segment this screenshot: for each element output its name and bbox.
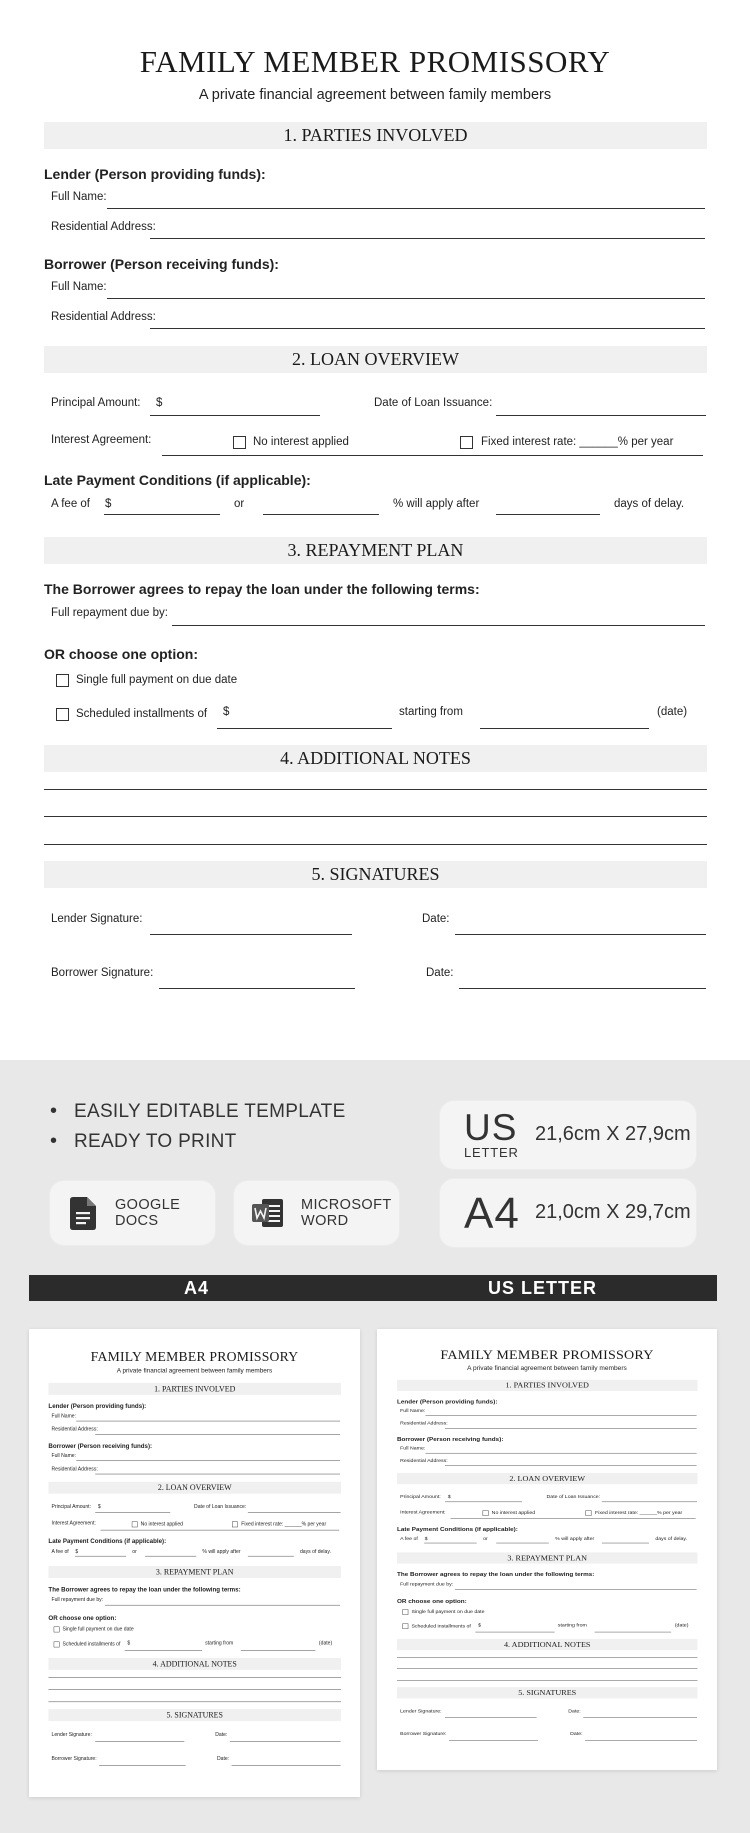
scheduled-installments-label: Scheduled installments of — [62, 1641, 121, 1647]
borrower-address-field[interactable] — [150, 328, 705, 329]
section-header-parties: 1. PARTIES INVOLVED — [44, 122, 707, 149]
fee-dollar-sign: $ — [105, 498, 112, 510]
interest-agreement-label: Interest Agreement: — [51, 1520, 96, 1526]
lender-address-field[interactable] — [150, 238, 705, 239]
scheduled-installments-checkbox[interactable] — [54, 1642, 60, 1648]
fee-of-label: A fee of — [51, 498, 91, 510]
late-payment-heading: Late Payment Conditions (if applicable): — [44, 472, 311, 488]
days-delay-label: days of delay. — [614, 498, 685, 510]
days-delay-label: days of delay. — [299, 1548, 331, 1555]
section-header-loan-overview: 2. LOAN OVERVIEW — [48, 1482, 341, 1494]
principal-amount-label: Principal Amount: — [51, 1504, 92, 1510]
section-header-repayment: 3. REPAYMENT PLAN — [48, 1566, 341, 1578]
borrower-full-name-label: Full Name: — [400, 1445, 426, 1451]
borrower-address-label: Residential Address: — [51, 311, 156, 323]
late-payment-heading: Late Payment Conditions (if applicable): — [48, 1537, 167, 1545]
single-payment-label: Single full payment on due date — [411, 1609, 485, 1615]
single-payment-label: Single full payment on due date — [62, 1626, 134, 1632]
fixed-interest-label: Fixed interest rate: ______% per year — [241, 1521, 327, 1527]
lender-date-field[interactable] — [455, 934, 706, 935]
borrower-full-name-label: Full Name: — [51, 281, 107, 293]
fee-dollar-sign: $ — [75, 1548, 79, 1555]
no-interest-checkbox[interactable] — [233, 436, 246, 449]
borrower-date-label: Date: — [570, 1731, 583, 1737]
delay-days-field[interactable] — [496, 514, 600, 515]
lender-full-name-label: Full Name: — [51, 191, 107, 203]
lender-signature-label: Lender Signature: — [400, 1708, 442, 1714]
document-title: FAMILY MEMBER PROMISSORY — [440, 1347, 654, 1362]
fixed-interest-label: Fixed interest rate: ______% per year — [481, 436, 674, 448]
scheduled-installments-checkbox[interactable] — [56, 708, 69, 721]
lender-address-label: Residential Address: — [51, 1426, 98, 1432]
borrower-address-label: Residential Address: — [400, 1458, 448, 1464]
a4-preview-thumbnail — [29, 1329, 360, 1797]
borrower-signature-field[interactable] — [159, 988, 355, 989]
single-payment-label: Single full payment on due date — [76, 674, 238, 686]
google-docs-label-1: GOOGLE — [115, 1197, 181, 1213]
borrower-address-label: Residential Address: — [51, 1466, 98, 1472]
borrower-signature-label: Borrower Signature: — [51, 967, 154, 979]
tab-a4[interactable]: A4 — [184, 1278, 210, 1298]
borrower-signature-label: Borrower Signature: — [400, 1731, 447, 1737]
no-interest-label: No interest applied — [491, 1510, 536, 1516]
borrower-date-field[interactable] — [459, 988, 706, 989]
borrower-date-label: Date: — [426, 967, 454, 979]
fee-amount-field[interactable] — [104, 514, 220, 515]
lender-heading: Lender (Person providing funds): — [48, 1402, 147, 1410]
scheduled-installments-label: Scheduled installments of — [76, 708, 208, 720]
lender-full-name-field[interactable] — [107, 208, 705, 209]
starting-from-label: starting from — [205, 1640, 234, 1646]
full-repayment-label: Full repayment due by: — [51, 1596, 104, 1603]
document-subtitle: A private financial agreement between family members — [467, 1365, 627, 1372]
section-header-notes: 4. ADDITIONAL NOTES — [48, 1658, 341, 1670]
section-header-signatures: 5. SIGNATURES — [48, 1709, 341, 1721]
us-letter-preview-content — [377, 1329, 717, 1770]
us-size-small: LETTER — [464, 1145, 519, 1160]
principal-dollar-sign: $ — [447, 1494, 451, 1500]
fixed-interest-label: Fixed interest rate: ______% per year — [595, 1510, 683, 1516]
date-paren-label: (date) — [657, 706, 688, 718]
document-subtitle: A private financial agreement between family members — [116, 1367, 273, 1375]
lender-date-label: Date: — [568, 1708, 581, 1714]
section-header-signatures: 5. SIGNATURES — [44, 861, 707, 888]
issuance-date-label: Date of Loan Issuance: — [546, 1494, 601, 1500]
us-letter-size-card — [440, 1101, 696, 1169]
tab-us-letter[interactable]: US LETTER — [488, 1278, 598, 1298]
feature-editable: • EASILY EDITABLE TEMPLATE — [74, 1101, 346, 1123]
fee-or-label: or — [132, 1548, 137, 1555]
microsoft-word-card — [234, 1181, 399, 1245]
notes-line[interactable] — [44, 789, 707, 790]
lender-heading: Lender (Person providing funds): — [44, 166, 266, 182]
google-docs-card — [50, 1181, 215, 1245]
lender-signature-label: Lender Signature: — [51, 1732, 92, 1738]
word-icon — [252, 1197, 284, 1229]
principal-dollar-sign: $ — [97, 1504, 101, 1510]
repayment-heading: The Borrower agrees to repay the loan under the following terms: — [396, 1570, 595, 1578]
borrower-date-label: Date: — [216, 1755, 230, 1762]
full-repayment-field[interactable] — [172, 625, 705, 626]
document-title: FAMILY MEMBER PROMISSORY — [139, 44, 611, 79]
no-interest-label: No interest applied — [140, 1521, 183, 1527]
us-size-dimensions: 21,6cm X 27,9cm — [535, 1123, 691, 1145]
borrower-heading: Borrower (Person receiving funds): — [48, 1442, 153, 1450]
fee-dollar-sign: $ — [424, 1536, 428, 1542]
single-payment-checkbox[interactable] — [56, 674, 69, 687]
choose-option-heading: OR choose one option: — [48, 1614, 117, 1622]
date-paren-label: (date) — [318, 1640, 333, 1646]
fee-of-label: A fee of — [400, 1536, 418, 1542]
a4-size-dimensions: 21,0cm X 29,7cm — [535, 1201, 691, 1223]
starting-from-label: starting from — [557, 1622, 587, 1628]
lender-full-name-label: Full Name: — [51, 1413, 77, 1419]
lender-full-name-label: Full Name: — [400, 1408, 426, 1414]
repayment-heading: The Borrower agrees to repay the loan under the following terms: — [44, 581, 480, 597]
section-header-repayment: 3. REPAYMENT PLAN — [44, 537, 707, 564]
feature-print: • READY TO PRINT — [74, 1131, 237, 1153]
section-header-parties: 1. PARTIES INVOLVED — [397, 1380, 698, 1391]
installment-dollar-sign: $ — [223, 706, 230, 718]
lender-date-label: Date: — [422, 913, 450, 925]
section-header-repayment: 3. REPAYMENT PLAN — [397, 1552, 698, 1563]
fee-percent-field[interactable] — [263, 514, 379, 515]
fee-or-label: or — [483, 1536, 488, 1542]
word-label-2: WORD — [301, 1213, 349, 1229]
late-payment-heading: Late Payment Conditions (if applicable): — [396, 1525, 518, 1533]
single-payment-checkbox[interactable] — [402, 1609, 408, 1614]
principal-dollar-sign: $ — [156, 397, 163, 409]
us-size-big: US — [464, 1107, 518, 1148]
scheduled-installments-checkbox[interactable] — [402, 1624, 408, 1629]
percent-apply-label: % will apply after — [555, 1536, 595, 1542]
interest-agreement-label: Interest Agreement: — [400, 1509, 446, 1515]
full-repayment-label: Full repayment due by: — [51, 607, 168, 619]
fee-of-label: A fee of — [51, 1548, 69, 1555]
choose-option-heading: OR choose one option: — [44, 646, 198, 662]
choose-option-heading: OR choose one option: — [396, 1597, 467, 1605]
full-repayment-label: Full repayment due by: — [400, 1581, 454, 1587]
no-interest-label: No interest applied — [253, 436, 349, 448]
format-tab-bar — [29, 1275, 717, 1301]
installment-start-date-field[interactable] — [480, 728, 649, 729]
google-docs-label-2: DOCS — [115, 1213, 159, 1229]
section-header-signatures: 5. SIGNATURES — [397, 1687, 698, 1698]
installment-amount-field[interactable] — [217, 728, 392, 729]
principal-amount-field[interactable] — [150, 415, 320, 416]
borrower-signature-label: Borrower Signature: — [51, 1755, 97, 1762]
notes-line[interactable] — [44, 816, 707, 817]
section-header-notes: 4. ADDITIONAL NOTES — [44, 745, 707, 772]
installment-dollar-sign: $ — [478, 1622, 481, 1628]
borrower-heading: Borrower (Person receiving funds): — [44, 256, 279, 272]
percent-apply-label: % will apply after — [393, 498, 480, 510]
section-header-notes: 4. ADDITIONAL NOTES — [397, 1639, 698, 1650]
us-letter-preview-thumbnail — [377, 1329, 717, 1770]
lender-address-label: Residential Address: — [400, 1420, 448, 1426]
repayment-heading: The Borrower agrees to repay the loan under the following terms: — [48, 1585, 241, 1593]
fixed-interest-checkbox[interactable] — [460, 436, 473, 449]
principal-amount-label: Principal Amount: — [400, 1494, 441, 1500]
lender-signature-field[interactable] — [150, 934, 352, 935]
document-title: FAMILY MEMBER PROMISSORY — [90, 1348, 299, 1364]
a4-size-big: A4 — [464, 1189, 520, 1238]
interest-agreement-line — [162, 455, 703, 456]
section-header-parties: 1. PARTIES INVOLVED — [48, 1383, 341, 1395]
document-subtitle: A private financial agreement between family members — [198, 87, 552, 103]
a4-size-card — [440, 1179, 696, 1247]
no-interest-checkbox[interactable] — [483, 1510, 489, 1515]
issuance-date-field[interactable] — [496, 415, 706, 416]
section-header-loan-overview: 2. LOAN OVERVIEW — [44, 346, 707, 373]
borrower-full-name-field[interactable] — [107, 298, 705, 299]
fee-or-label: or — [234, 498, 245, 510]
borrower-heading: Borrower (Person receiving funds): — [396, 1435, 504, 1443]
principal-amount-label: Principal Amount: — [51, 397, 141, 409]
notes-line[interactable] — [44, 844, 707, 845]
word-label-1: MICROSOFT — [301, 1197, 392, 1213]
date-paren-label: (date) — [674, 1622, 689, 1628]
single-payment-checkbox[interactable] — [54, 1627, 60, 1633]
lender-address-label: Residential Address: — [51, 221, 156, 233]
a4-preview-content — [29, 1329, 360, 1797]
starting-from-label: starting from — [399, 706, 463, 718]
lender-date-label: Date: — [215, 1732, 228, 1738]
issuance-date-label: Date of Loan Issuance: — [194, 1504, 247, 1510]
section-header-loan-overview: 2. LOAN OVERVIEW — [397, 1473, 698, 1484]
installment-dollar-sign: $ — [127, 1640, 131, 1646]
lender-signature-label: Lender Signature: — [51, 913, 143, 925]
fixed-interest-checkbox[interactable] — [586, 1510, 592, 1515]
percent-apply-label: % will apply after — [202, 1548, 241, 1555]
borrower-full-name-label: Full Name: — [51, 1453, 77, 1459]
no-interest-checkbox[interactable] — [132, 1521, 138, 1527]
interest-agreement-label: Interest Agreement: — [51, 434, 152, 446]
lender-heading: Lender (Person providing funds): — [396, 1398, 498, 1405]
google-docs-icon — [70, 1197, 96, 1230]
issuance-date-label: Date of Loan Issuance: — [374, 397, 493, 409]
days-delay-label: days of delay. — [655, 1536, 688, 1542]
fixed-interest-checkbox[interactable] — [232, 1521, 238, 1527]
scheduled-installments-label: Scheduled installments of — [411, 1623, 471, 1629]
